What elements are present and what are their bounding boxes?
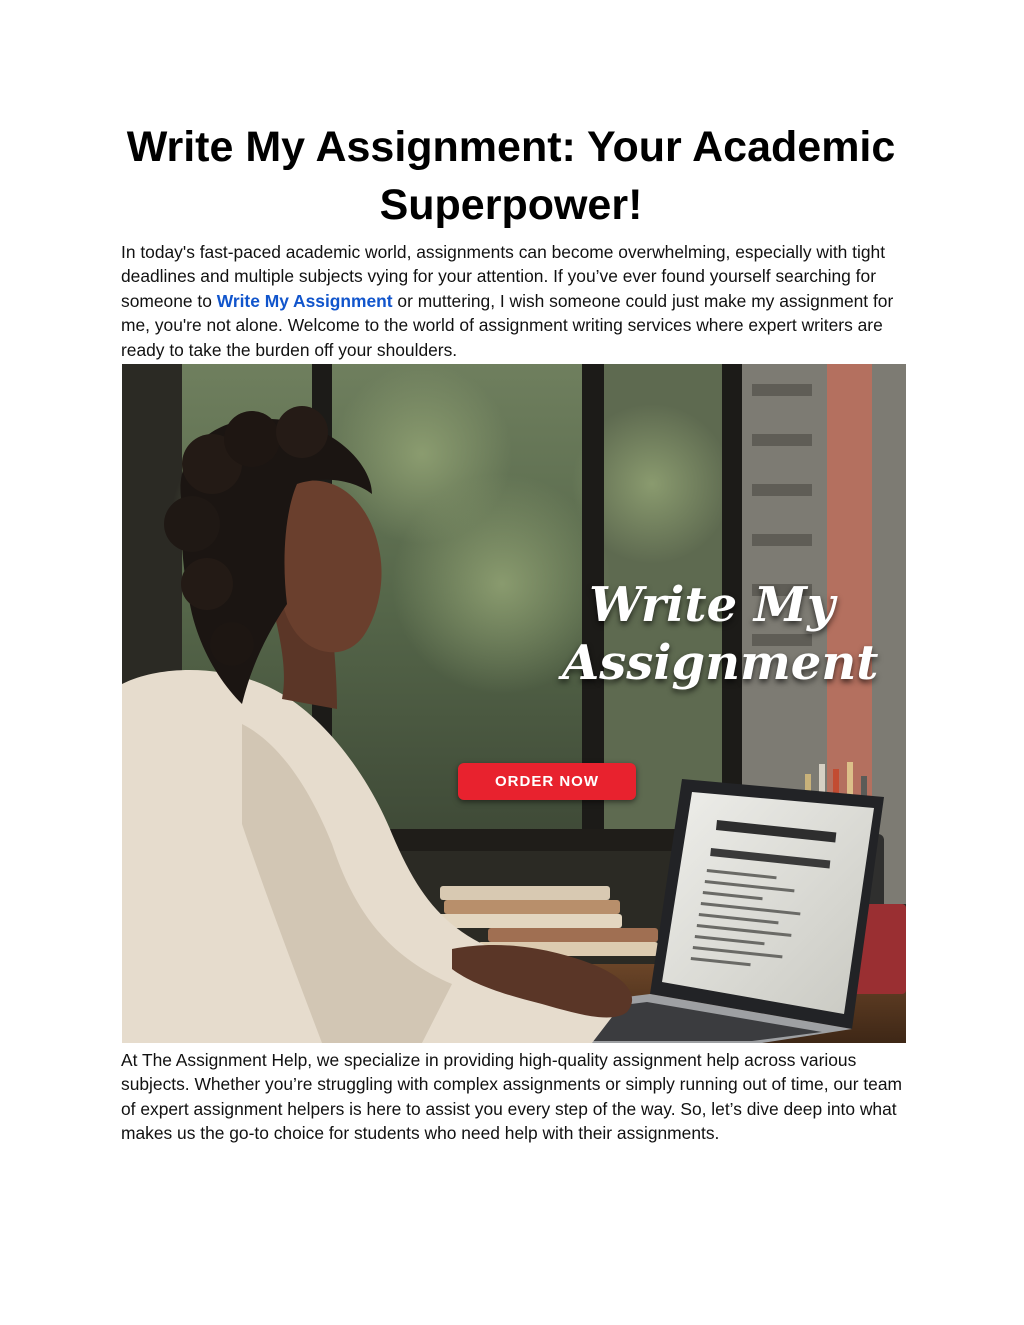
intro-paragraph bbox=[121, 240, 911, 362]
write-my-assignment-link[interactable]: Write My Assignment bbox=[216, 290, 393, 311]
hero-headline-line-2: Assignment bbox=[562, 635, 879, 691]
order-now-button[interactable]: ORDER NOW bbox=[458, 763, 636, 800]
hero-headline-line-1: Write My bbox=[589, 577, 835, 633]
intro-text-before-link: In today's fast-paced academic world, assignments can become overwhelming, especially with tight deadlines and multiple subjects vying for your attention. If you’ve ever found yourself searching for someone to bbox=[121, 242, 886, 311]
intro-text-after-link: or muttering, I wish someone could just make my assignment for me, you're not alone. Welcome to the world of assignment writing services where expert writers are ready to take the burden off your shoulders. bbox=[121, 290, 894, 360]
hero-banner-image bbox=[122, 364, 906, 1043]
hero-headline bbox=[562, 576, 879, 692]
page-title: Write My Assignment: Your Academic Superpower! bbox=[126, 123, 896, 229]
outro-paragraph: At The Assignment Help, we specialize in providing high-quality assignment help across various subjects. Whether you’re struggling with complex assignments or simply running out of time, our team of expert assignment helpers is here to assist you every step of the way. So, let’s dive deep into what makes us the go-to choice for students who need help with their assignments. bbox=[121, 1050, 902, 1144]
hero-illustration bbox=[122, 364, 906, 1043]
